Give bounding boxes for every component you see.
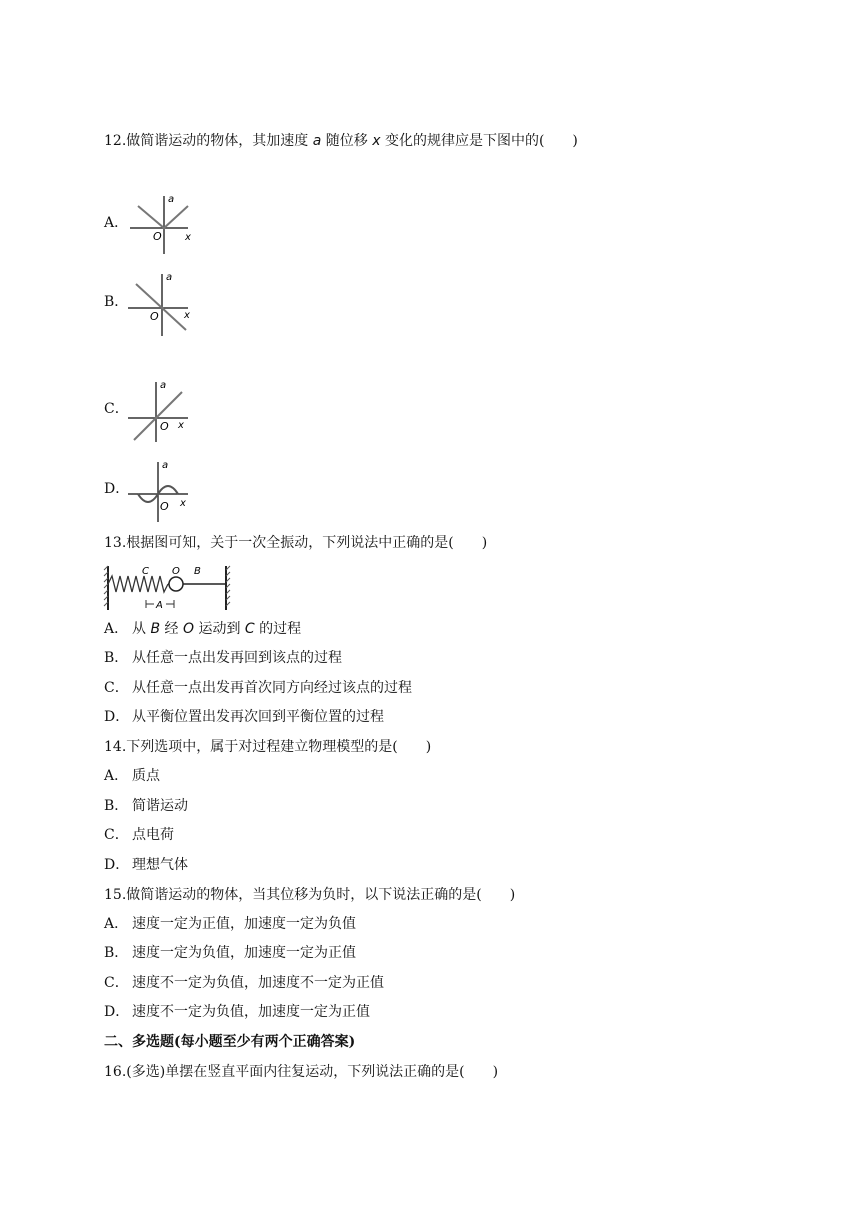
- q12-graph-b-origin: O: [150, 310, 159, 323]
- q12-graph-a-axis-y: a: [168, 194, 175, 205]
- q12-option-d-label[interactable]: D．: [104, 481, 130, 497]
- q13-fig-label-o: O: [172, 566, 180, 577]
- section-heading-multiple-choice: 二、多选题(每小题至少有两个正确答案): [104, 1034, 356, 1050]
- q14-stem: 14.下列选项中，属于对过程建立物理模型的是( ): [104, 739, 432, 755]
- q12-graph-a: [128, 192, 194, 256]
- q14-option-c[interactable]: C． 点电荷: [104, 827, 174, 843]
- q12-graph-a-origin: O: [153, 230, 162, 243]
- q14-option-b[interactable]: B． 简谐运动: [104, 798, 188, 814]
- q15-option-b[interactable]: B． 速度一定为负值，加速度一定为正值: [104, 945, 356, 961]
- q13-fig-label-c: C: [142, 566, 149, 577]
- q13-option-a[interactable]: A． 从 B 经 O 运动到 C 的过程: [104, 621, 302, 637]
- q14-option-d[interactable]: D． 理想气体: [104, 857, 188, 873]
- q12-graph-d-origin: O: [160, 500, 169, 513]
- q12-graph-b: [126, 270, 194, 338]
- q14-option-a[interactable]: A． 质点: [104, 768, 160, 784]
- q12-graph-a-axis-x: x: [185, 232, 191, 243]
- q13-stem: 13.根据图可知，关于一次全振动，下列说法中正确的是( ): [104, 535, 488, 551]
- q16-stem: 16.(多选)单摆在竖直平面内往复运动，下列说法正确的是( ): [104, 1064, 499, 1080]
- q12-graph-c-origin: O: [160, 420, 169, 433]
- q12-graph-c: [126, 378, 194, 444]
- q12-option-a-label[interactable]: A．: [104, 215, 129, 231]
- q13-fig-label-amp: A: [156, 600, 163, 611]
- q15-option-c[interactable]: C． 速度不一定为负值，加速度不一定为正值: [104, 975, 384, 991]
- q13-option-d[interactable]: D． 从平衡位置出发再次回到平衡位置的过程: [104, 709, 384, 725]
- q12-option-c-label[interactable]: C．: [104, 401, 129, 417]
- q15-option-d[interactable]: D． 速度不一定为负值，加速度一定为正值: [104, 1004, 370, 1020]
- q12-graph-b-axis-x: x: [184, 310, 190, 321]
- q12-graph-c-axis-x: x: [178, 420, 184, 431]
- q12-graph-d-axis-y: a: [162, 460, 169, 471]
- q15-stem: 15.做简谐运动的物体，当其位移为负时，以下说法正确的是( ): [104, 887, 516, 903]
- q13-fig-label-b: B: [194, 566, 201, 577]
- q12-graph-d: [126, 458, 194, 524]
- q13-spring-figure: [102, 562, 234, 612]
- q15-option-a[interactable]: A． 速度一定为正值，加速度一定为负值: [104, 916, 356, 932]
- q12-graph-b-axis-y: a: [166, 272, 173, 283]
- q12-option-b-label[interactable]: B．: [104, 294, 129, 310]
- q12-graph-d-axis-x: x: [180, 498, 186, 509]
- q13-option-b[interactable]: B． 从任意一点出发再回到该点的过程: [104, 650, 342, 666]
- q12-stem: 12.做简谐运动的物体，其加速度 a 随位移 x 变化的规律应是下图中的( ): [104, 133, 578, 149]
- q13-option-c[interactable]: C． 从任意一点出发再首次同方向经过该点的过程: [104, 680, 412, 696]
- q12-graph-c-axis-y: a: [160, 380, 167, 391]
